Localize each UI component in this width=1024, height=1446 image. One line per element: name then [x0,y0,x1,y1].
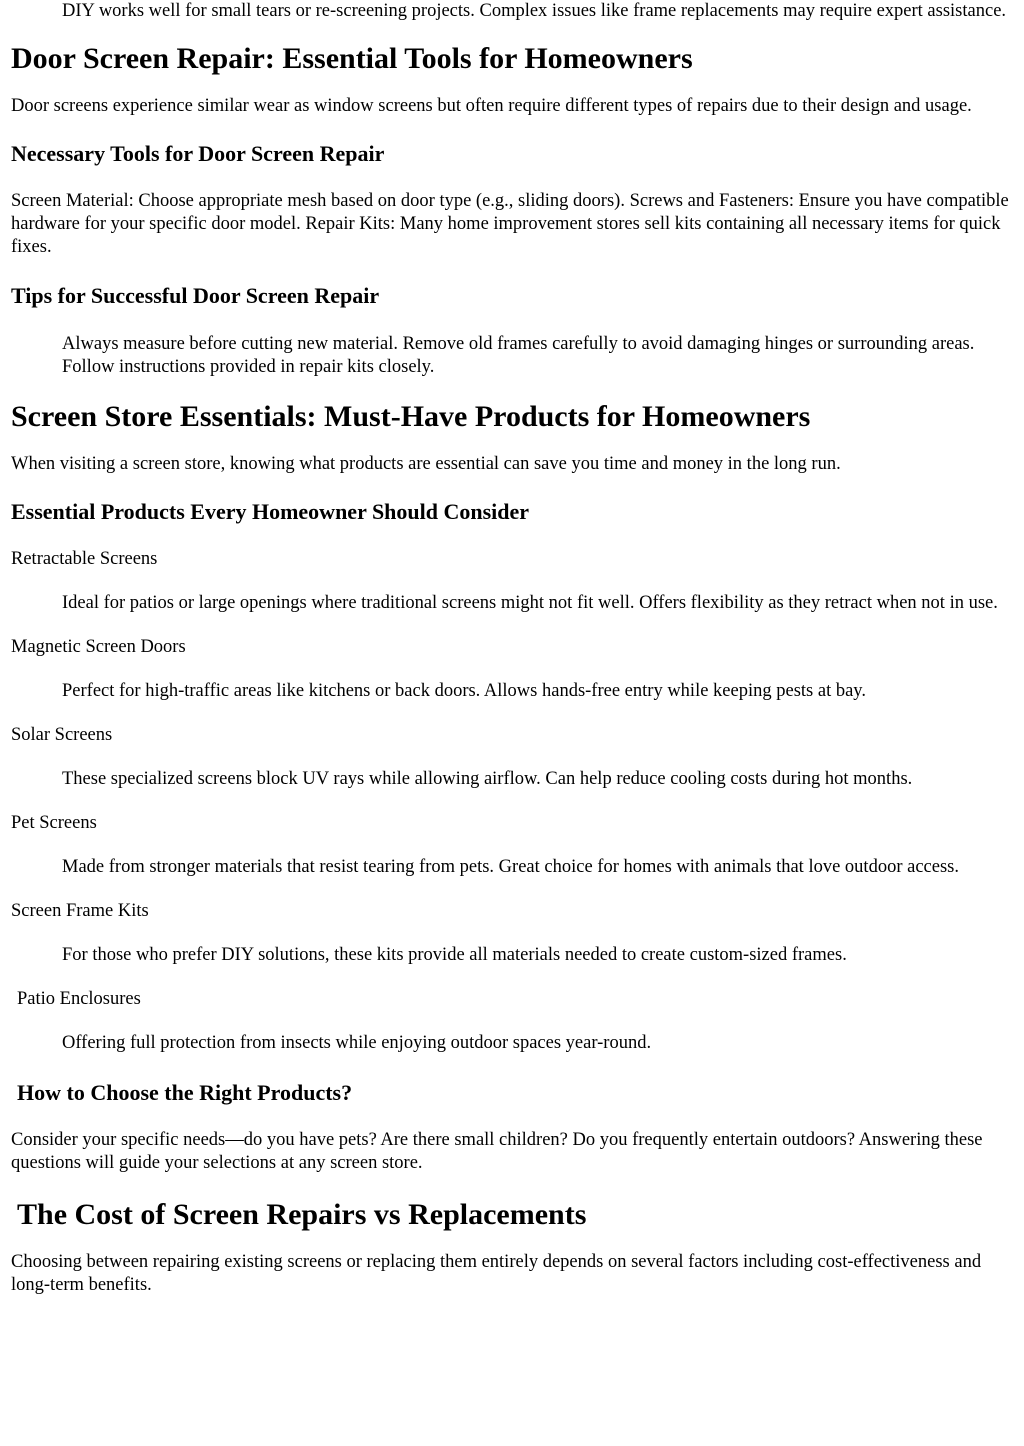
product-name: Solar Screens [11,725,113,745]
tools-heading: Necessary Tools for Door Screen Repair [11,141,385,166]
product-name: Retractable Screens [11,549,158,569]
product-description: Made from stronger materials that resist tearing from pets. Great choice for homes with animals that love outdoor access. [62,857,959,877]
intro-tail-paragraph: DIY works well for small tears or re-screening projects. Complex issues like frame replacements may require expert assistance. [62,1,1007,21]
product-name: Screen Frame Kits [11,901,149,921]
choose-paragraph: Consider your specific needs—do you have pets? Are there small children? Do you frequently entertain outdoors? Answering these questions will guide your selections at any screen store. [11,1130,983,1173]
door-section-heading: Door Screen Repair: Essential Tools for Homeowners [11,42,693,75]
product-description: For those who prefer DIY solutions, these kits provide all materials needed to create custom-sized frames. [62,945,847,965]
products-list [11,548,1018,1055]
product-description: These specialized screens block UV rays while allowing airflow. Can help reduce cooling costs during hot months. [62,769,913,789]
cost-section-heading: The Cost of Screen Repairs vs Replacements [17,1198,587,1231]
product-name: Patio Enclosures [17,989,141,1009]
tools-paragraph: Screen Material: Choose appropriate mesh based on door type (e.g., sliding doors). Screws and Fasteners: Ensure you have compatible hardware for your specific door model. Repair Kits: Many home improvement stores sell kits containing all necessary items for quick fixes. [11,191,1009,257]
store-section-heading: Screen Store Essentials: Must-Have Products for Homeowners [11,400,811,433]
tips-heading: Tips for Successful Door Screen Repair [11,283,380,308]
cost-section-intro: Choosing between repairing existing screens or replacing them entirely depends on several factors including cost-effectiveness and long-term benefits. [11,1252,982,1295]
tips-paragraph: Always measure before cutting new material. Remove old frames carefully to avoid damaging hinges or surrounding areas. Follow instructions provided in repair kits closely. [62,334,975,377]
choose-heading: How to Choose the Right Products? [17,1080,353,1105]
product-description: Perfect for high-traffic areas like kitchens or back doors. Allows hands-free entry while keeping pests at bay. [62,681,866,701]
door-section-intro: Door screens experience similar wear as window screens but often require different types of repairs due to their design and usage. [11,96,972,116]
product-description: Offering full protection from insects while enjoying outdoor spaces year-round. [62,1033,652,1053]
product-description: Ideal for patios or large openings where traditional screens might not fit well. Offers flexibility as they retract when not in use. [62,593,998,613]
store-section-intro: When visiting a screen store, knowing what products are essential can save you time and money in the long run. [11,454,841,474]
product-name: Magnetic Screen Doors [11,637,186,657]
product-name: Pet Screens [11,813,97,833]
products-heading: Essential Products Every Homeowner Should Consider [11,499,530,524]
